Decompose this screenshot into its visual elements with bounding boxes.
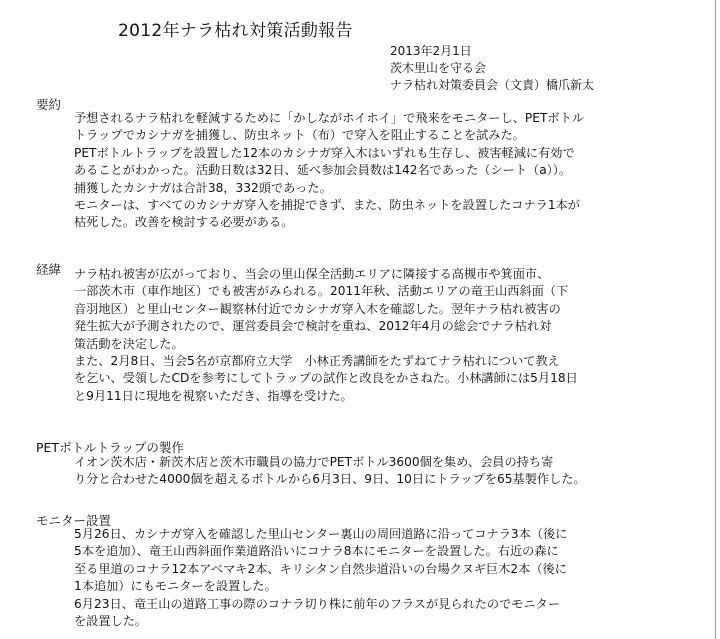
background-line: を乞い、受領したCDを参考にしてトラップの試作と改良をかさねた。小林講師には5月18日 xyxy=(74,371,578,386)
report-date: 2013年2月1日 xyxy=(390,44,472,58)
summary-line: 枯死した。改善を検討する必要がある。 xyxy=(74,215,294,230)
trap-line: イオン茨木店・新茨木店と茨木市職員の協力でPETボトル3600個を集め、会員の持ち寄 xyxy=(74,455,554,469)
background-line: 一部茨木市（車作地区）でも被害がみられる。2011年秋、活動エリアの竜王山西斜面（下 xyxy=(74,284,569,299)
report-organization: 茨木里山を守る会 xyxy=(390,61,487,75)
summary-heading: 要約 xyxy=(36,97,62,112)
summary-line: あることがわかった。活動日数は32日、延べ参加会員数は142名であった（シート（a））。 xyxy=(74,163,572,178)
background-body xyxy=(74,266,578,405)
summary-line: モニターは、すべてのカシナガ穿入を捕捉できず、また、防虫ネットを設置したコナラ1本が xyxy=(74,197,580,212)
background-line: ナラ枯れ被害が広がっており、当会の里山保全活動エリアに隣接する高槻市や箕面市、 xyxy=(74,267,550,281)
monitor-line: 5本を追加）、竜王山西斜面作業道路沿いにコナラ8本にモニターを設置した。右近の森に xyxy=(74,544,559,559)
trap-body xyxy=(74,454,586,489)
summary-line: トラップでカシナガを捕獲し、防虫ネット（布）で穿入を阻止することを試みた。 xyxy=(74,128,525,143)
monitor-line: 5月26日、カシナガ穿入を確認した里山センター裏山の周回道路に沿ってコナラ3本（後に xyxy=(74,527,568,541)
trap-line: り分と合わせた4000個を超えるボトルから6月3日、9日、10日にトラップを65基製作した。 xyxy=(74,472,586,487)
summary-body xyxy=(74,110,584,232)
background-line: と9月11日に現地を視察いただき、指導を受けた。 xyxy=(74,388,353,403)
monitor-body xyxy=(74,526,567,630)
monitor-line: を設置した。 xyxy=(74,613,148,628)
summary-line: 予想されるナラ枯れを軽減するために「かしながホイホイ」で飛来をモニターし、PETボトル xyxy=(74,111,584,125)
background-heading: 経緯 xyxy=(36,262,62,277)
report-meta xyxy=(390,43,594,94)
report-author: ナラ枯れ対策委員会（文責）橋爪新太 xyxy=(390,78,595,92)
background-line: 発生拡大が予測されたので、運営委員会で検討を重ね、2012年4月の総会でナラ枯れ対 xyxy=(74,319,552,334)
monitor-line: 6月23日、竜王山の道路工事の際のコナラ切り株に前年のフラスが見られたのでモニター xyxy=(74,596,561,611)
report-title: 2012年ナラ枯れ対策活動報告 xyxy=(118,21,353,41)
monitor-line: 1本追加）にもモニターを設置した。 xyxy=(74,579,277,594)
summary-line: 捕獲したカシナガは合計38，332頭であった。 xyxy=(74,180,332,195)
trap-heading: PETボトルトラップの製作 xyxy=(36,440,184,455)
background-line: 策活動を決定した。 xyxy=(74,336,184,351)
background-line: 音羽地区）と里山センター観察林付近でカシナガ穿入木を確認した。翌年ナラ枯れ被害の xyxy=(74,301,561,316)
monitor-line: 至る里道のコナラ12本アベマキ2本、キリシタン自然歩道沿いの台場クヌギ巨木2本（後に xyxy=(74,561,567,576)
background-line: また、2月8日、当会5名が京都府立大学 小林正秀講師をたずねてナラ枯れについて教え xyxy=(74,353,560,368)
summary-line: PETボトルトラップを設置した12本のカシナガ穿入木はいずれも生存し、被害軽減に有効で xyxy=(74,145,575,160)
monitor-heading: モニター設置 xyxy=(36,513,112,528)
